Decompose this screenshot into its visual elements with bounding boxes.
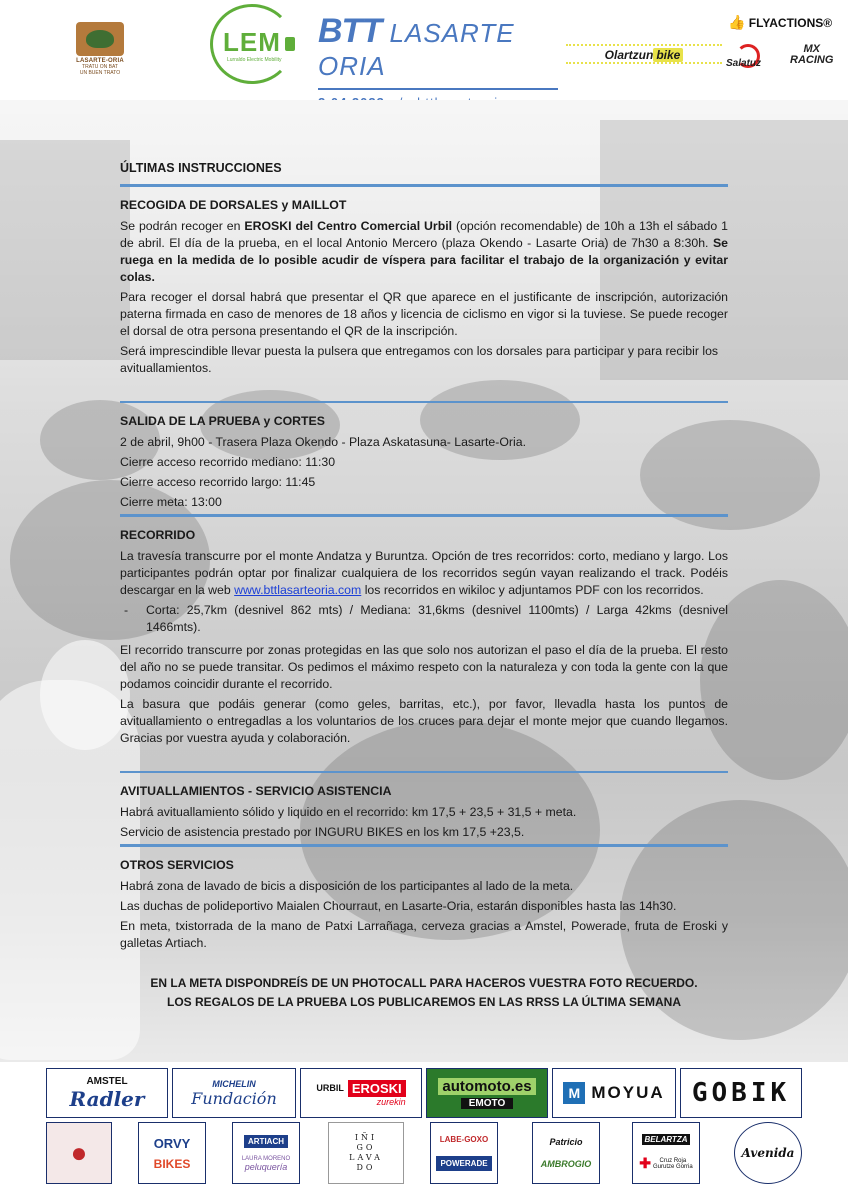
- lem-logo-sub: Lurraldo Electric Mobility: [227, 57, 282, 63]
- salida-line-1: 2 de abril, 9h00 - Trasera Plaza Okendo - Plaza Askatasuna- Lasarte-Oria.: [120, 435, 527, 449]
- cruz-roja-text: Cruz Roja: [659, 1157, 687, 1164]
- mx-text: MX: [803, 43, 820, 55]
- amstel-text: AMSTEL: [86, 1075, 128, 1087]
- brand-place: LASARTE ORIA: [318, 18, 515, 81]
- lem-logo-name: LEM: [223, 27, 281, 57]
- section-divider: [120, 844, 728, 847]
- recogida-paragraph-2: Para recoger el dorsal habrá que presentar el QR que aparece en el justificante de inscripción, autorización paterna firmada en caso de menores de 18 años y licencia de ciclismo en vigor si la tuviese. Se puede recoger el dorsal de otra persona presentando el QR de la inscripción.: [120, 289, 728, 338]
- inguru-bikes-text: BIKES: [153, 1156, 191, 1171]
- sponsor-gobik: [680, 1068, 802, 1118]
- sponsor-inigo-lavado: [328, 1122, 404, 1184]
- radler-text: Radler: [69, 1086, 145, 1111]
- salida-line-3: Cierre acceso recorrido largo: 11:45: [120, 475, 316, 489]
- gifts-note: LOS REGALOS DE LA PRUEBA LOS PUBLICAREMOS EN LAS RRSS LA ÚLTIMA SEMANA: [166, 994, 681, 1009]
- belartza-text: BELARTZA: [642, 1134, 691, 1145]
- lasarte-oria-logo: [72, 22, 128, 84]
- lasarte-logo-tagline-2: UN BUEN TRATO: [79, 70, 121, 76]
- salatuz-text: Salatuz: [726, 58, 762, 69]
- handshake-icon: [76, 22, 124, 56]
- flyactions-logo: [728, 14, 832, 31]
- recogida-p1-a: Se podrán recoger en: [120, 218, 245, 233]
- thumbs-up-icon: 👍: [728, 14, 746, 30]
- sponsor-patricio-ambrogio: [532, 1122, 600, 1184]
- sponsor-labe-powerade: [430, 1122, 498, 1184]
- olartzun-text: Olartzun: [604, 48, 654, 62]
- mx-racing-logo: [790, 44, 833, 66]
- recorrido-paragraph-2: El recorrido transcurre por zonas protegidas en las que solo nos autorizan el paso el día de la prueba. El resto del año no se puede transitar. Os pedimos el máximo respeto con la naturaleza y con toda la gente con la que podamos coincidir durante el recorrido.: [120, 642, 728, 691]
- salida-line-2: Cierre acceso recorrido mediano: 11:30: [120, 455, 336, 469]
- avituallamientos-heading: AVITUALLAMIENTOS - SERVICIO ASISTENCIA: [120, 784, 392, 798]
- recogida-paragraph-3: Será imprescindible llevar puesta la pulsera que entregamos con los dorsales para participar y para recibir los avituallamientos.: [120, 343, 719, 375]
- automoto-text: automoto.es: [438, 1078, 535, 1095]
- brand-divider: [318, 88, 558, 90]
- inigo-line-1: IÑI: [354, 1133, 378, 1142]
- olartzun-bike-text: bike: [653, 48, 683, 62]
- lasarte-logo-name: LASARTE-ORIA: [76, 58, 124, 64]
- otros-line-3: En meta, txistorrada de la mano de Patxi Larrañaga, cerveza gracias a Amstel, Powerade, fruta de Eroski y galletas Artiach.: [120, 918, 728, 950]
- zurekin-text: zurekin: [376, 1096, 406, 1107]
- michelin-text: MICHELIN: [212, 1078, 256, 1089]
- flyactions-text: FLYACTIONS®: [748, 16, 833, 30]
- recorrido-heading: RECORRIDO: [120, 527, 196, 542]
- gurutze-gorria-text: Gurutze Gorria: [653, 1163, 693, 1170]
- salida-heading: SALIDA DE LA PRUEBA y CORTES: [120, 414, 325, 428]
- ambrogio-text: AMBROGIO: [540, 1159, 592, 1169]
- powerade-text: POWERADE: [436, 1156, 491, 1171]
- recorrido-p1-b: los recorridos en wikiloc y adjuntamos PDF con los recorridos.: [361, 582, 704, 597]
- section-divider: [120, 771, 728, 774]
- laura-moreno-text: LAURA MORENO: [241, 1155, 291, 1162]
- moyua-m-icon: M: [563, 1082, 585, 1104]
- sponsor-michelin-fundacion: [172, 1068, 296, 1118]
- event-brand: [318, 12, 558, 110]
- instructions-content: [120, 160, 728, 1012]
- event-website-link[interactable]: www.bttlasarteoria.com: [234, 582, 362, 597]
- labe-goxo-text: LABE-GOXO: [439, 1135, 489, 1144]
- sponsor-amstel-radler: [46, 1068, 168, 1118]
- sponsors-strip: [0, 1062, 848, 1200]
- michelin-mascot-body: [0, 680, 140, 1060]
- racing-text: RACING: [790, 54, 834, 66]
- olartzun-bike-logo: [566, 44, 722, 64]
- avituallamientos-line-1: Habrá avituallamiento sólido y liquido en el recorrido: km 17,5 + 23,5 + 31,5 + meta.: [120, 805, 577, 819]
- closing-notes: [120, 974, 728, 1012]
- sponsor-automoto: [426, 1068, 548, 1118]
- cartoon-icon: ●: [70, 1137, 88, 1168]
- bullet-dash: -: [124, 602, 129, 617]
- recogida-p1-d: Se ruega en la medida de lo posible acudir de víspera para facilitar el trabajo de la organización y evitar colas.: [120, 235, 728, 284]
- eroski-text: EROSKI: [348, 1080, 406, 1097]
- fundacion-text: Fundación: [191, 1088, 277, 1108]
- otros-line-2: Las duchas de polideportivo Maialen Chourraut, en Lasarte-Oria, estarán disponibles hasta las 14h30.: [120, 898, 677, 913]
- plug-icon: [285, 37, 295, 51]
- recogida-p1-c: (opción recomendable) de 10h a 13h el sábado 1 de abril. El día de la prueba, en el local Antonio Mercero (plaza Okendo - Lasarte Oria) de 7h30 a 8:30h.: [120, 218, 728, 250]
- otros-heading: OTROS SERVICIOS: [120, 857, 234, 872]
- recogida-heading: RECOGIDA DE DORSALES y MAILLOT: [120, 197, 347, 212]
- inigo-line-4: DO: [356, 1163, 376, 1172]
- artiach-text: ARTIACH: [244, 1135, 288, 1148]
- page-header: [0, 0, 848, 100]
- brand-btt: BTT: [318, 12, 382, 50]
- emoto-text: EMOTO: [461, 1098, 513, 1109]
- route-distances-text: Corta: 25,7km (desnivel 862 mts) / Mediana: 31,6kms (desnivel 1100mts) / Larga 42kms (desnivel 1466mts).: [146, 602, 728, 634]
- otros-line-1: Habrá zona de lavado de bicis a disposición de los participantes al lado de la meta.: [120, 878, 574, 893]
- page-title: ÚLTIMAS INSTRUCCIONES: [120, 161, 282, 175]
- section-divider: [120, 184, 728, 187]
- sponsor-orvy-inguru: [138, 1122, 206, 1184]
- building-shape: [0, 140, 130, 360]
- route-distances-item: [120, 602, 728, 636]
- urbil-text: URBIL: [316, 1083, 344, 1093]
- moyua-text: MOYUA: [591, 1083, 665, 1102]
- peluqueria-text: peluquería: [244, 1161, 288, 1172]
- sponsor-belartza-cruzroja: [632, 1122, 700, 1184]
- inigo-line-3: LAVA: [349, 1153, 383, 1162]
- gobik-text: GOBIK: [691, 1078, 791, 1108]
- salida-line-4: Cierre meta: 13:00: [120, 495, 222, 509]
- sponsor-avenida: [734, 1122, 802, 1184]
- avituallamientos-line-2: Servicio de asistencia prestado por INGURU BIKES en los km 17,5 +23,5.: [120, 825, 525, 839]
- patricio-text: Patricio: [549, 1137, 583, 1147]
- recorrido-p1-a: La travesía transcurre por el monte Andatza y Buruntza. Opción de tres recorridos: corto, mediano y largo. Los participantes podrán optar por finalizar cualquiera de los recorridos según vayan realizando el track. Podéis descargar en la web: [120, 548, 728, 597]
- red-cross-icon: ✚: [639, 1155, 652, 1171]
- photocall-note: EN LA META DISPONDREÍS DE UN PHOTOCALL PARA HACEROS VUESTRA FOTO RECUERDO.: [150, 975, 698, 990]
- sponsor-cartoon-logo: [46, 1122, 112, 1184]
- orvy-text: ORVY: [153, 1135, 191, 1151]
- avenida-text: Avenida: [741, 1146, 795, 1160]
- recogida-p1-b: EROSKI del Centro Comercial Urbil: [244, 218, 453, 233]
- recorrido-paragraph-1: [120, 548, 728, 599]
- recogida-paragraph-1: [120, 218, 728, 286]
- recorrido-paragraph-3: La basura que podáis generar (como geles, barritas, etc.), por favor, llevadla hasta los puntos de avituallamiento o entregadlas a los voluntarios de los cruces para dejar el monte mejor que cuando llegamos. Gracias por vuestra ayuda y colaboración.: [120, 696, 728, 745]
- sponsor-artiach-laura: [232, 1122, 300, 1184]
- lasarte-logo-tagline-1: TRATU ON BAT: [82, 64, 118, 70]
- salatuz-logo: [726, 50, 770, 76]
- inigo-line-2: GO: [356, 1143, 376, 1152]
- lem-logo: [210, 4, 294, 84]
- cruz-roja-group: [639, 1155, 692, 1172]
- sponsor-moyua: [552, 1068, 676, 1118]
- section-divider: [120, 514, 728, 517]
- section-divider: [120, 401, 728, 404]
- sponsor-eroski-urbil: [300, 1068, 422, 1118]
